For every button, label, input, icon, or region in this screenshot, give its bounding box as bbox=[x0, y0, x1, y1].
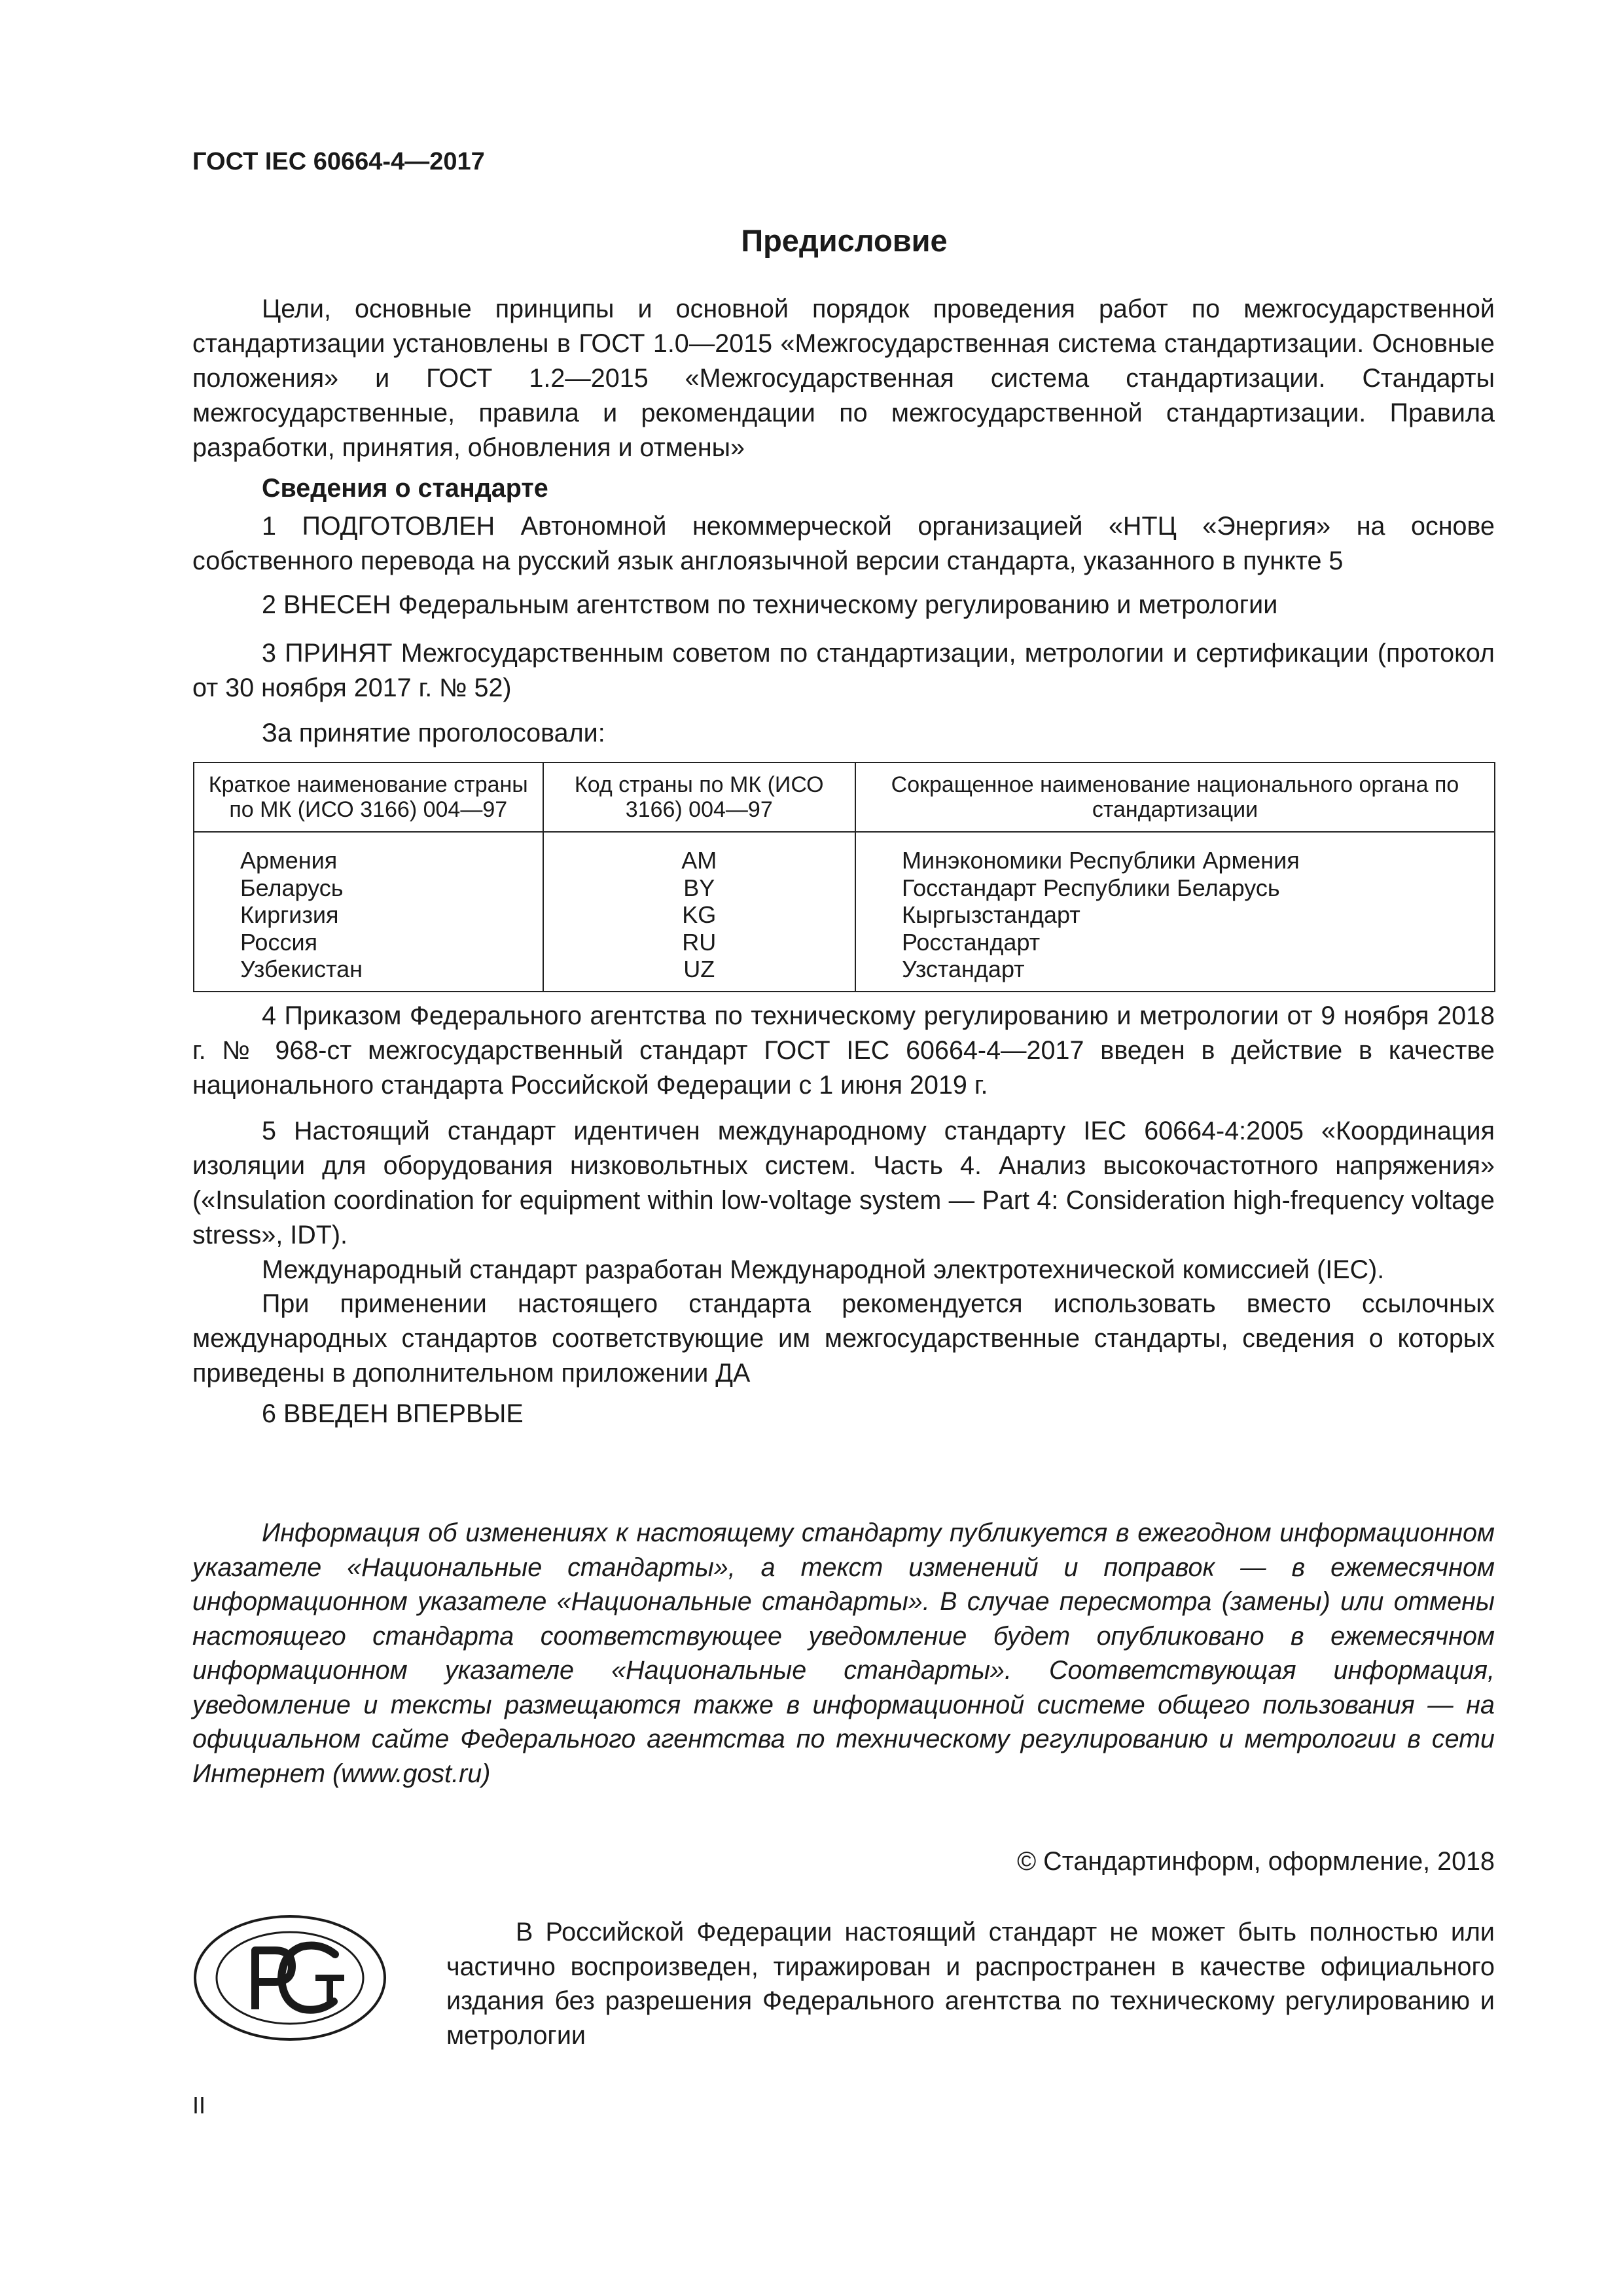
table-row bbox=[194, 832, 1495, 874]
table-row bbox=[194, 929, 1495, 956]
page-number: II bbox=[192, 2092, 206, 2119]
country-name: Узбекистан bbox=[194, 956, 543, 992]
item-4: 4 Приказом Федерального агентства по техническому регулированию и метрологии от 9 ноября 2018 г. № 968-ст межгосударственный стандарт ГОСТ IEC 60664-4—2017 введен в действие в качестве национального стандарта Российской Федерации с 1 июня 2019 г. bbox=[192, 1001, 1495, 1100]
country-name: Армения bbox=[194, 832, 543, 874]
intro-paragraph: Цели, основные принципы и основной порядок проведения работ по межгосударственной стандартизации установлены в ГОСТ 1.0—2015 «Межгосударственная система стандартизации. Основные положения» и ГОСТ 1.2—2015 «Межгосударственная система стандартизации. Стандарты межгосударственные, правила и рекомендации по межгосударственной стандартизации. Правила разработки, принятия, обновления и отмены» bbox=[192, 295, 1495, 462]
item-6: 6 ВВЕДЕН ВПЕРВЫЕ bbox=[262, 1399, 524, 1428]
rst-conformity-mark-icon bbox=[192, 1914, 387, 2042]
amendments-notice: Информация об изменениях к настоящему стандарту публикуется в ежегодном информационном указателе «Национальные стандарты», а текст изменений и поправок — в ежемесячном информационном указателе «Национальные стандарты». В случае пересмотра (замены) или отмены настоящего стандарта соответствующее уведомление будет опубликовано в ежемесячном информационном указателе «Национальные стандарты». Соответствующая информация, уведомление и тексты размещаются также в информационной системе общего пользования — на официальном сайте Федерального агентства по техническому регулированию и метрологии в сети Интернет (www.gost.ru) bbox=[192, 1518, 1495, 1788]
item-5: 5 Настоящий стандарт идентичен международному стандарту IEC 60664-4:2005 «Координация изоляции для оборудования низковольтных систем. Часть 4. Анализ высокочастотного напряжения» («Insulation coordination for equipment within low-voltage system — Part 4: Consideration high-frequency voltage stress», IDT). bbox=[192, 1117, 1495, 1249]
standards-body: Минэкономики Республики Армения bbox=[855, 832, 1495, 874]
country-name: Россия bbox=[194, 929, 543, 956]
standards-body: Кыргызстандарт bbox=[855, 901, 1495, 929]
table-row bbox=[194, 874, 1495, 902]
item-3: 3 ПРИНЯТ Межгосударственным советом по стандартизации, метрологии и сертификации (протокол от 30 ноября 2017 г. № 52) bbox=[192, 639, 1495, 702]
country-code: BY bbox=[543, 874, 855, 902]
info-heading: Сведения о стандарте bbox=[262, 474, 548, 503]
standards-body: Госстандарт Республики Беларусь bbox=[855, 874, 1495, 902]
table-header: Сокращенное наименование национального органа по стандартизации bbox=[855, 762, 1495, 832]
standards-body: Узстандарт bbox=[855, 956, 1495, 992]
country-name: Киргизия bbox=[194, 901, 543, 929]
votes-table bbox=[193, 762, 1495, 992]
item-1: 1 ПОДГОТОВЛЕН Автономной некоммерческой организацией «НТЦ «Энергия» на основе собственного перевода на русский язык англоязычной версии стандарта, указанного в пункте 5 bbox=[192, 512, 1495, 575]
standards-body: Росстандарт bbox=[855, 929, 1495, 956]
country-name: Беларусь bbox=[194, 874, 543, 902]
country-code: UZ bbox=[543, 956, 855, 992]
voted-label: За принятие проголосовали: bbox=[262, 719, 605, 747]
item-5-references-note: При применении настоящего стандарта рекомендуется использовать вместо ссылочных международных стандартов соответствующие им межгосударственные стандарты, сведения о которых приведены в дополнительном приложении ДА bbox=[192, 1289, 1495, 1388]
table-row bbox=[194, 901, 1495, 929]
country-code: KG bbox=[543, 901, 855, 929]
page-title: Предисловие bbox=[741, 223, 948, 258]
table-header-row bbox=[194, 762, 1495, 832]
table-header: Краткое наименование страны по МК (ИСО 3166) 004—97 bbox=[194, 762, 543, 832]
item-2: 2 ВНЕСЕН Федеральным агентством по техническому регулированию и метрологии bbox=[262, 590, 1278, 619]
copyright-line: © Стандартинформ, оформление, 2018 bbox=[1017, 1847, 1495, 1876]
country-code: RU bbox=[543, 929, 855, 956]
table-row bbox=[194, 956, 1495, 992]
document-code: ГОСТ IEC 60664-4—2017 bbox=[192, 148, 485, 175]
table-header: Код страны по МК (ИСО 3166) 004—97 bbox=[543, 762, 855, 832]
country-code: AM bbox=[543, 832, 855, 874]
item-5-iec-note: Международный стандарт разработан Международной электротехнической комиссией (IEC). bbox=[262, 1255, 1385, 1284]
rights-notice: В Российской Федерации настоящий стандарт не может быть полностью или частично воспроизведен, тиражирован и распространен в качестве официального издания без разрешения Федерального агентства по техническому регулированию и метрологии bbox=[446, 1918, 1495, 2050]
